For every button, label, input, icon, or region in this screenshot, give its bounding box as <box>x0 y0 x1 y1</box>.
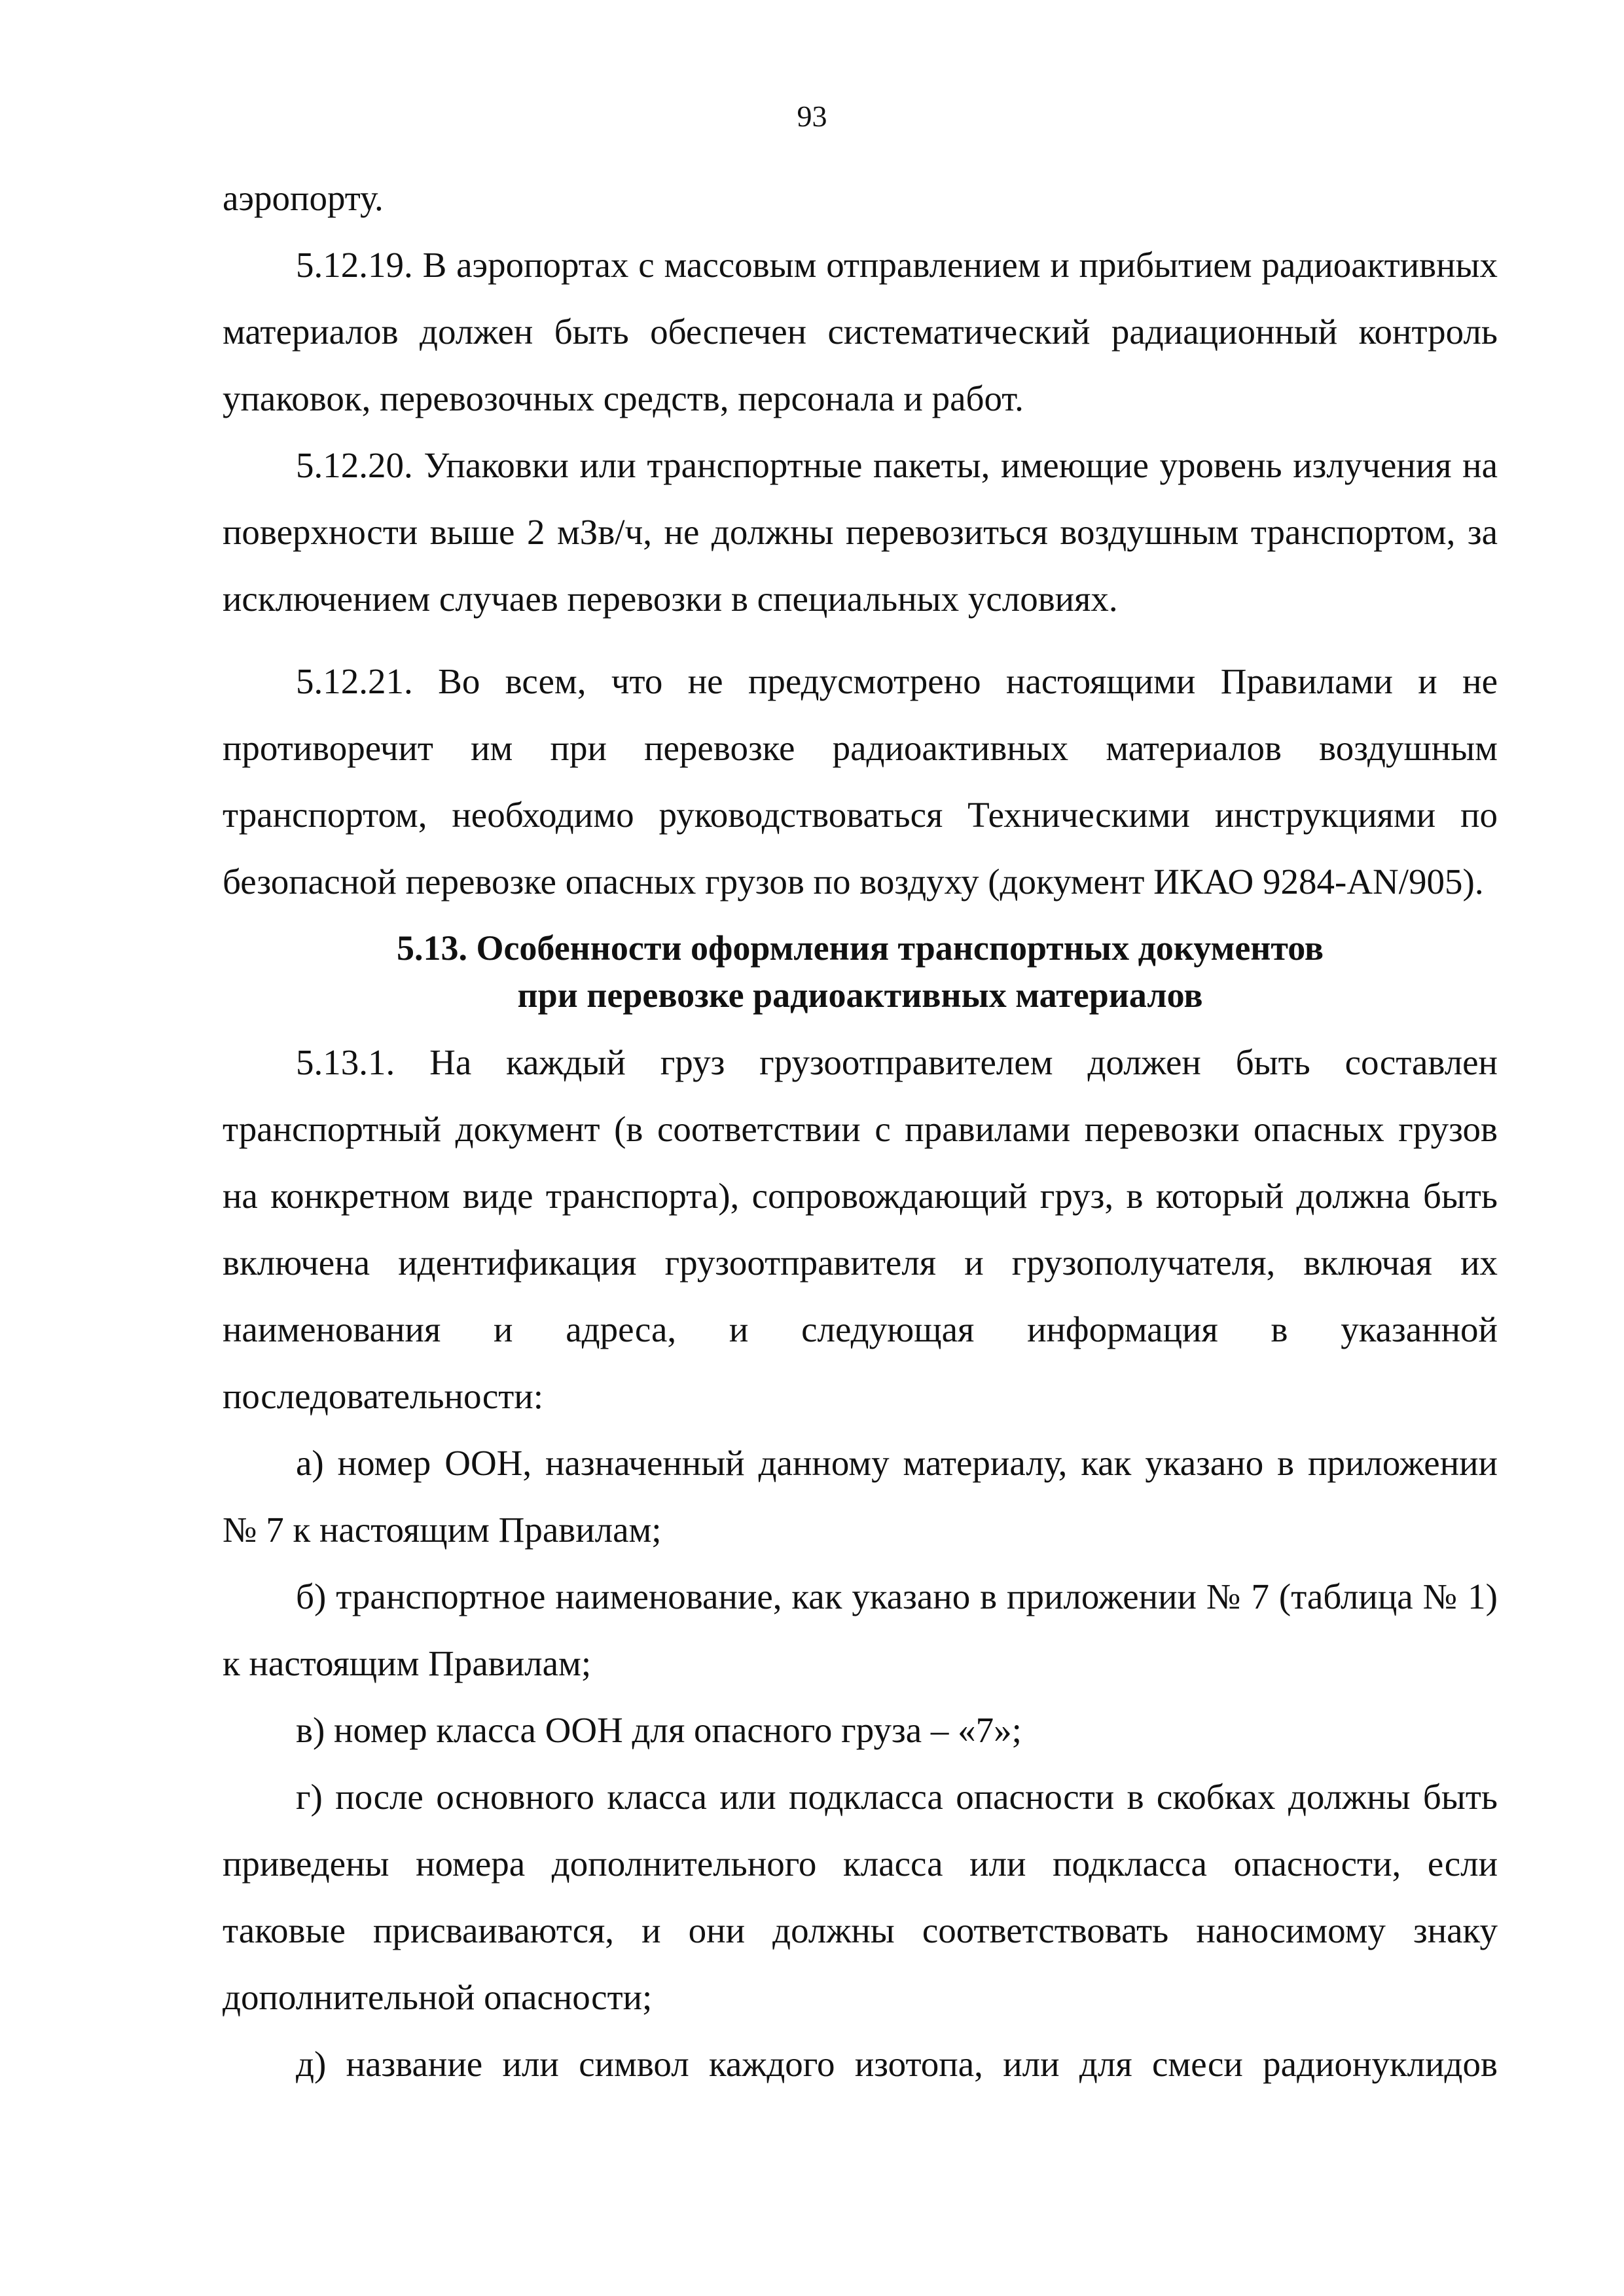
list-item-b: б) транспортное наименование, как указано в приложении № 7 (таблица № 1) к настоящим Правилам; <box>223 1576 1498 1683</box>
list-item-v: в) номер класса ООН для опасного груза – «7»; <box>296 1710 1022 1750</box>
page-number: 93 <box>797 100 827 133</box>
paragraph-5-13-1: 5.13.1. На каждый груз грузоотправителем должен быть составлен транспортный документ (в соответствии с правилами перевозки опасных грузов на конкретном виде транспорта), сопровождающий груз, в который должна быть включена идентификация грузоотправителя и грузополучателя, включая их наименования и адреса, и следующая информация в указанной последовательности: <box>223 1042 1498 1416</box>
section-heading-5-13 <box>223 924 1498 1019</box>
list-item-a: а) номер ООН, назначенный данному материалу, как указано в приложении № 7 к настоящим Правилам; <box>223 1443 1498 1550</box>
paragraph-5-12-19: 5.12.19. В аэропортах с массовым отправлением и прибытием радиоактивных материалов должен быть обеспечен систематический радиационный контроль упаковок, перевозочных средств, персонала и работ. <box>223 245 1498 418</box>
document-body <box>223 165 1498 2098</box>
paragraph-5-12-21: 5.12.21. Во всем, что не предусмотрено настоящими Правилами и не противоречит им при перевозке радиоактивных материалов воздушным транспортом, необходимо руководствоваться Техническими инструкциями по безопасной перевозке опасных грузов по воздуху (документ ИКАО 9284-AN/905). <box>223 661 1498 902</box>
paragraph-5-12-20: 5.12.20. Упаковки или транспортные пакеты, имеющие уровень излучения на поверхности выше 2 мЗв/ч, не должны перевозиться воздушным транспортом, за исключением случаев перевозки в специальных условиях. <box>223 445 1498 619</box>
list-item-d: д) название или символ каждого изотопа, или для смеси радионуклидов <box>296 2044 1498 2084</box>
list-item-g: г) после основного класса или подкласса опасности в скобках должны быть приведены номера дополнительного класса или подкласса опасности, если таковые присваиваются, и они должны соответствовать наносимому знаку дополнительной опасности; <box>223 1777 1498 2017</box>
paragraph-continuation: аэропорту. <box>223 178 384 218</box>
section-heading-line-1: 5.13. Особенности оформления транспортных документов <box>396 928 1324 968</box>
section-heading-line-2: при перевозке радиоактивных материалов <box>517 975 1203 1015</box>
